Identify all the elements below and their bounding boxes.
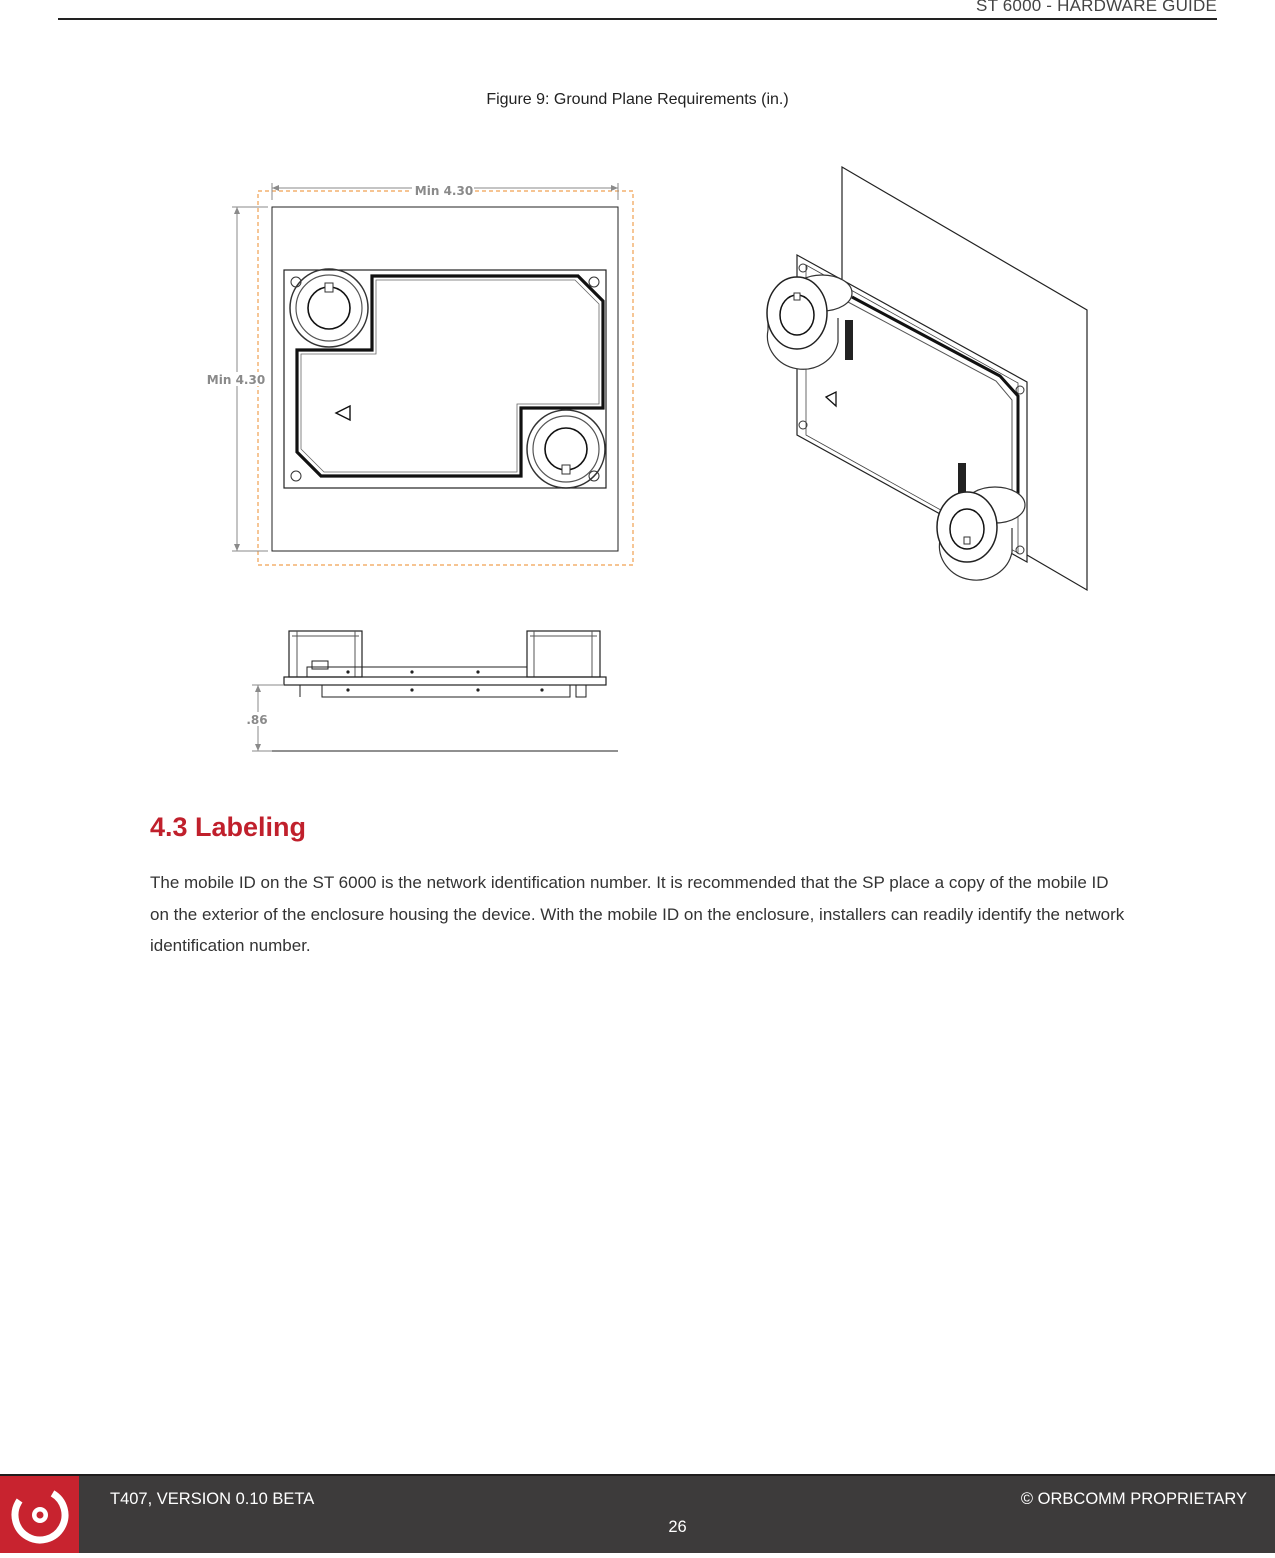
page-footer bbox=[0, 1474, 1275, 1553]
footer-page-number: 26 bbox=[668, 1518, 687, 1536]
section-body-text: The mobile ID on the ST 6000 is the network identification number. It is recommended that the SP place a copy of the mobile ID on the exterior of the enclosure housing the device. With the mobile ID on the enclosure, installers can readily identify the network identification number. bbox=[150, 873, 1125, 955]
orbcomm-logo-icon bbox=[0, 1476, 79, 1553]
device-housing-outline bbox=[297, 276, 603, 476]
height-dimension-label: Min 4.30 bbox=[206, 373, 266, 387]
footer-document-id: T407, VERSION 0.10 BETA bbox=[110, 1490, 315, 1508]
device-board-outline bbox=[284, 270, 606, 488]
width-dimension-label: Min 4.30 bbox=[414, 184, 474, 198]
side-view-drawing bbox=[244, 631, 618, 751]
footer-proprietary-notice: © ORBCOMM PROPRIETARY bbox=[1020, 1490, 1247, 1508]
ground-plane-dashed-outline bbox=[258, 191, 633, 565]
figure-caption: Figure 9: Ground Plane Requirements (in.) bbox=[486, 91, 789, 108]
side-dimension-label: .86 bbox=[246, 713, 268, 727]
ground-plane-square bbox=[272, 207, 618, 551]
isometric-view-drawing bbox=[767, 167, 1087, 590]
section-heading: 4.3 Labeling bbox=[150, 812, 307, 842]
document-header-title: ST 6000 - HARDWARE GUIDE bbox=[976, 0, 1217, 15]
top-view-drawing bbox=[205, 182, 633, 565]
